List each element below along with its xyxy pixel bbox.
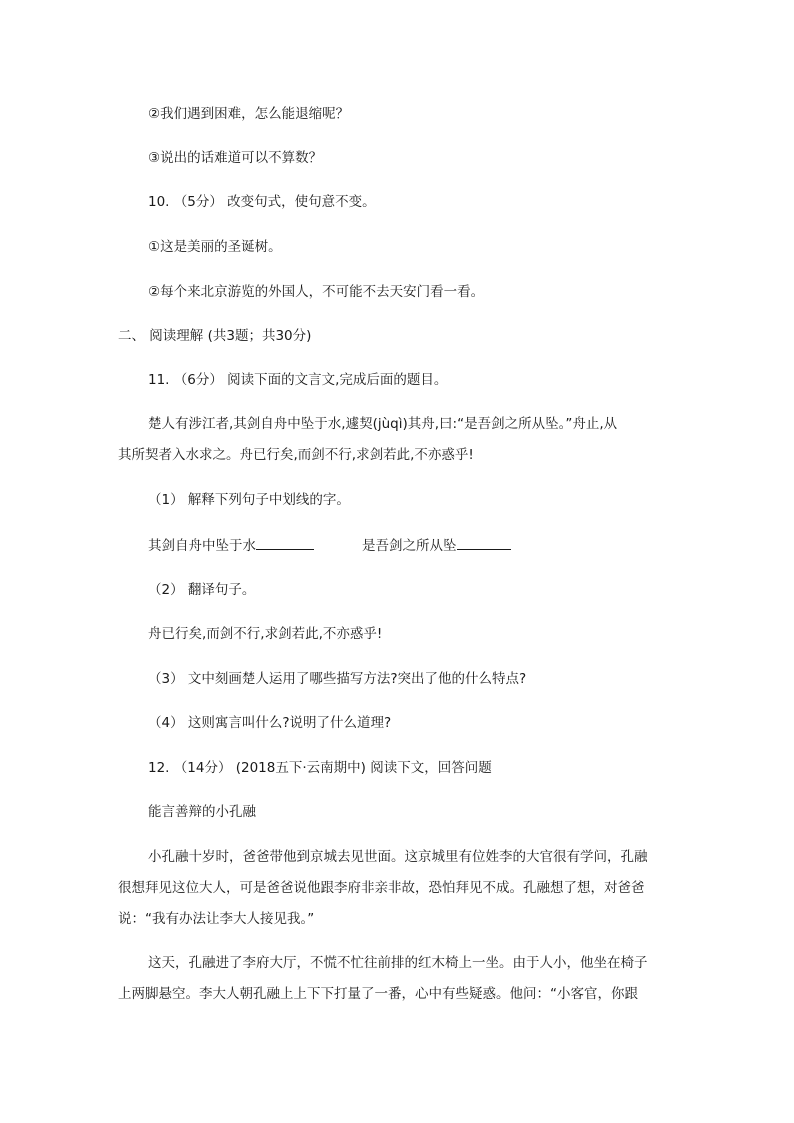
q11-heading: 11. （6分） 阅读下面的文言文,完成后面的题目。 <box>148 372 448 388</box>
q11-sub-1: （1） 解释下列句子中划线的字。 <box>148 492 350 508</box>
q10-item-2: ②每个来北京游览的外国人，不可能不去天安门看一看。 <box>148 284 485 300</box>
q11-sub-1-phrase-b: 是吾剑之所从坠 <box>362 538 457 554</box>
q12-p2-line-2: 上两脚悬空。李大人朝孔融上上下下打量了一番，心中有些疑惑。他问：“小客官，你跟 <box>118 986 638 1002</box>
q12-p1-line-3: 说：“我有办法让李大人接见我。” <box>118 911 315 927</box>
q11-passage-line-1: 楚人有涉江者,其剑自舟中坠于水,遽契(jùqì)其舟,曰:“是吾剑之所从坠。”舟止,从 <box>148 416 618 432</box>
q9-item-2: ②我们遇到困难，怎么能退缩呢？ <box>148 106 350 122</box>
q12-p2-line-1: 这天，孔融进了李府大厅，不慌不忙往前排的红木椅上一坐。由于人小，他坐在椅子 <box>148 955 648 971</box>
q12-p1-line-2: 很想拜见这位大人，可是爸爸说他跟李府非亲非故，恐怕拜见不成。孔融想了想，对爸爸 <box>118 880 645 896</box>
q11-sub-2: （2） 翻译句子。 <box>148 582 256 598</box>
q10-heading: 10. （5分） 改变句式，使句意不变。 <box>148 194 376 210</box>
q11-passage-line-2: 其所契者入水求之。舟已行矣,而剑不行,求剑若此,不亦惑乎! <box>118 447 474 463</box>
q9-item-3: ③说出的话难道可以不算数？ <box>148 150 323 166</box>
q12-p1-line-1: 小孔融十岁时，爸爸带他到京城去见世面。这京城里有位姓李的大官很有学问，孔融 <box>148 849 648 865</box>
section-2-heading: 二、 阅读理解 (共3题；共30分) <box>118 328 312 344</box>
q12-heading: 12. （14分） (2018五下·云南期中) 阅读下文，回答问题 <box>148 760 492 776</box>
q11-sub-4: （4） 这则寓言叫什么?说明了什么道理? <box>148 715 392 731</box>
q11-sub-1-phrase-a: 其剑自舟中坠于水 <box>148 538 256 554</box>
q12-passage-title: 能言善辩的小孔融 <box>148 804 256 820</box>
q11-sub-2-sentence: 舟已行矣,而剑不行,求剑若此,不亦惑乎! <box>148 626 383 642</box>
answer-blank[interactable] <box>457 535 511 550</box>
answer-blank[interactable] <box>256 535 314 550</box>
q10-item-1: ①这是美丽的圣诞树。 <box>148 239 282 255</box>
q11-sub-3: （3） 文中刻画楚人运用了哪些描写方法?突出了他的什么特点? <box>148 671 527 687</box>
q11-sub-1-answers <box>148 535 511 556</box>
